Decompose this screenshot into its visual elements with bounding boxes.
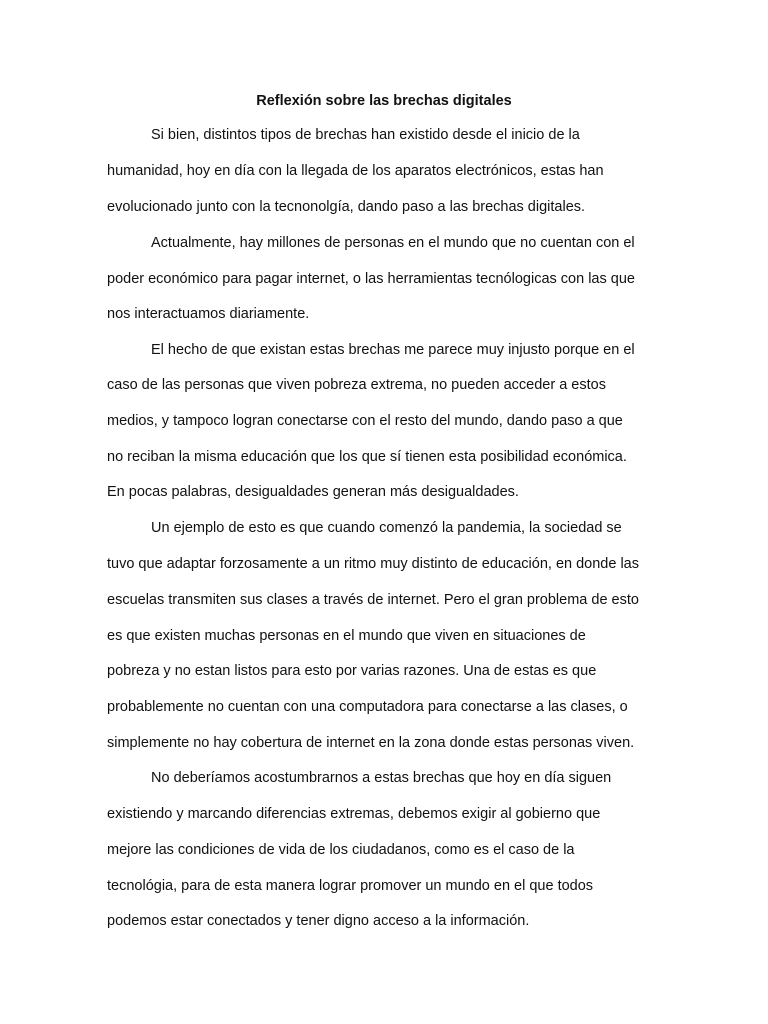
paragraph-4-line-2: tuvo que adaptar forzosamente a un ritmo muy distinto de educación, en donde las <box>107 556 639 572</box>
paragraph-5-line-1: No deberíamos acostumbrarnos a estas brechas que hoy en día siguen <box>151 770 612 786</box>
paragraph-4-line-4: es que existen muchas personas en el mundo que viven en situaciones de <box>107 628 586 644</box>
paragraph-3-line-5: En pocas palabras, desigualdades generan más desigualdades. <box>107 484 519 500</box>
paragraph-4-line-1: Un ejemplo de esto es que cuando comenzó la pandemia, la sociedad se <box>151 520 622 536</box>
paragraph-4-line-5: pobreza y no estan listos para esto por varias razones. Una de estas es que <box>107 663 597 679</box>
paragraph-5-line-5: podemos estar conectados y tener digno acceso a la información. <box>107 913 530 929</box>
paragraph-2-line-1: Actualmente, hay millones de personas en el mundo que no cuentan con el <box>151 235 635 251</box>
paragraph-4-line-3: escuelas transmiten sus clases a través de internet. Pero el gran problema de esto <box>107 592 639 608</box>
paragraph-2-line-2: poder económico para pagar internet, o las herramientas tecnólogicas con las que <box>107 271 635 287</box>
paragraph-4-line-6: probablemente no cuentan con una computadora para conectarse a las clases, o <box>107 699 628 715</box>
paragraph-5-line-4: tecnológia, para de esta manera lograr promover un mundo en el que todos <box>107 878 594 894</box>
paragraph-4-line-7: simplemente no hay cobertura de internet en la zona donde estas personas viven. <box>107 735 635 751</box>
paragraph-3-line-1: El hecho de que existan estas brechas me parece muy injusto porque en el <box>151 342 635 358</box>
document-title: Reflexión sobre las brechas digitales <box>256 93 512 109</box>
paragraph-3-line-4: no reciban la misma educación que los que sí tienen esta posibilidad económica. <box>107 449 627 465</box>
paragraph-3-line-2: caso de las personas que viven pobreza extrema, no pueden acceder a estos <box>107 377 606 393</box>
paragraph-1-line-3: evolucionado junto con la tecnonolgía, dando paso a las brechas digitales. <box>107 199 586 215</box>
paragraph-1-line-2: humanidad, hoy en día con la llegada de los aparatos electrónicos, estas han <box>107 163 604 179</box>
paragraph-1-line-1: Si bien, distintos tipos de brechas han existido desde el inicio de la <box>151 127 580 143</box>
paragraph-5-line-3: mejore las condiciones de vida de los ciudadanos, como es el caso de la <box>107 842 575 858</box>
paragraph-2-line-3: nos interactuamos diariamente. <box>107 306 310 322</box>
paragraph-3-line-3: medios, y tampoco logran conectarse con el resto del mundo, dando paso a que <box>107 413 623 429</box>
paragraph-5-line-2: existiendo y marcando diferencias extremas, debemos exigir al gobierno que <box>107 806 601 822</box>
